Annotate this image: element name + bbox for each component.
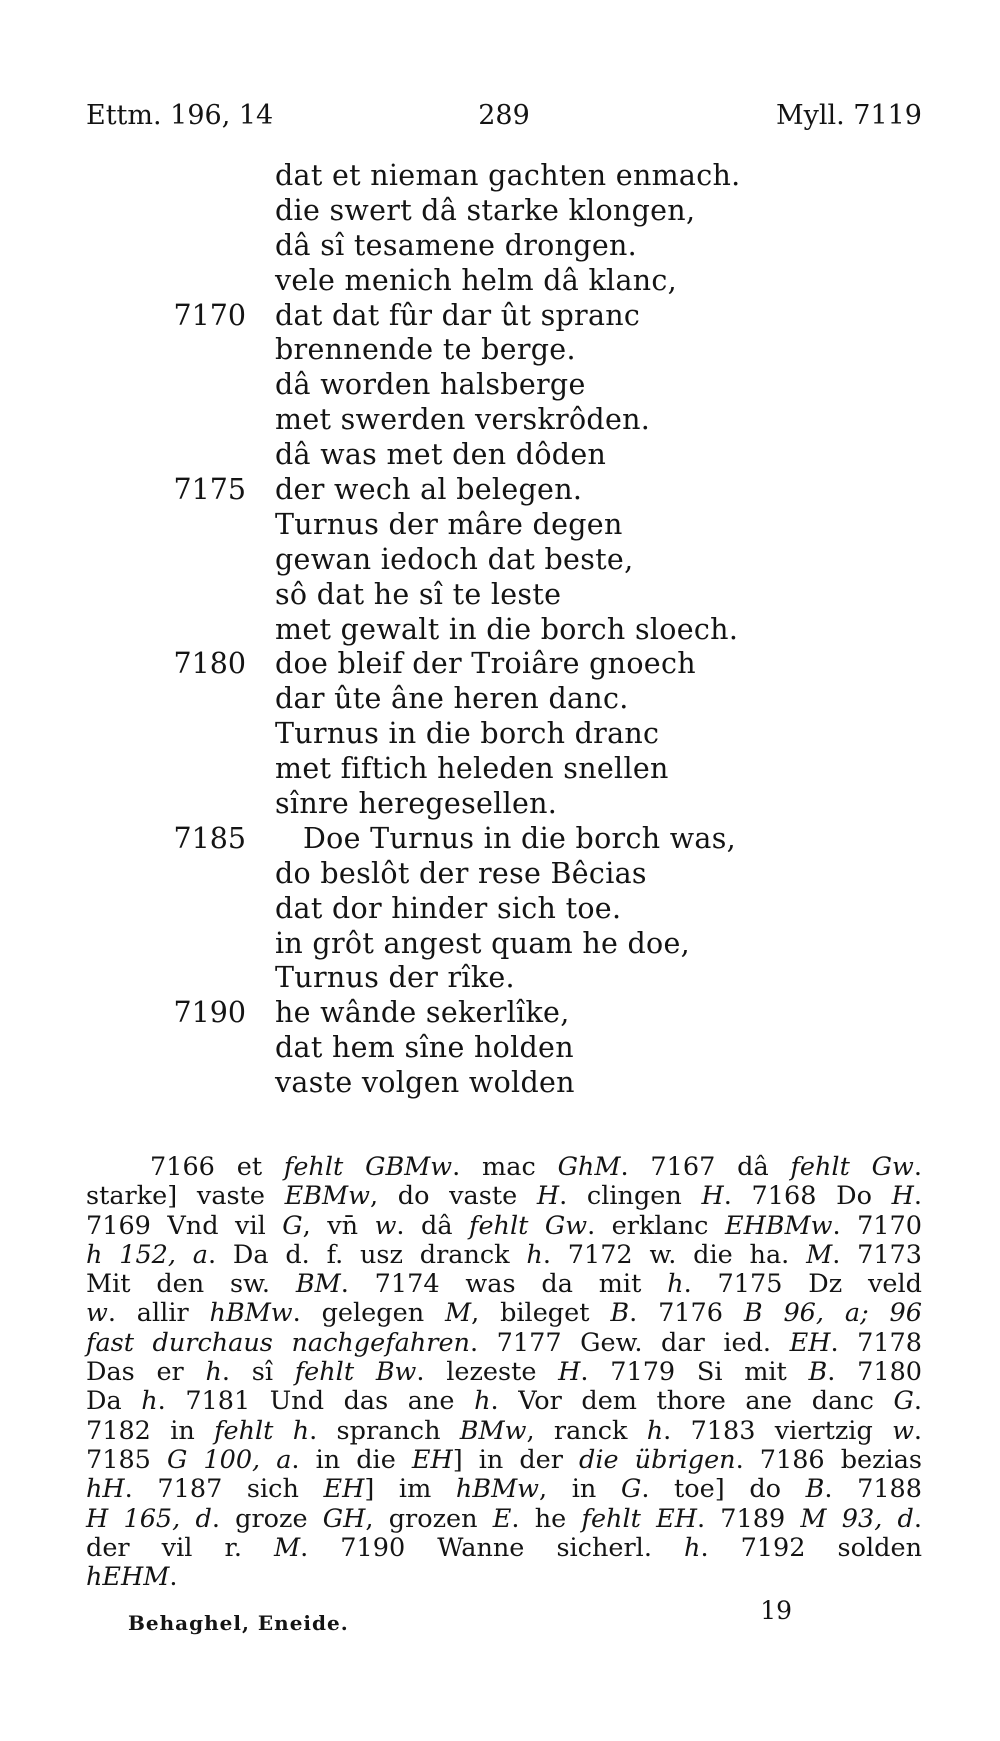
verse-line-text: dâ sî tesamene drongen. <box>275 228 638 262</box>
verse-line-text: dat hem sîne holden <box>275 1031 574 1065</box>
verse-line-text: met swerden verskrôden. <box>275 403 651 437</box>
verse-line <box>0 473 1000 508</box>
verse-line <box>0 194 1000 229</box>
verse-line-number: 7185 <box>173 821 246 855</box>
verse-line <box>0 892 1000 927</box>
verse-line <box>0 1031 1000 1066</box>
verse-line <box>0 647 1000 682</box>
apparatus-line: 7169 Vnd vil G, vn̄ w. dâ fehlt Gw. erklanc EHBMw. 7170 <box>86 1210 922 1241</box>
verse-line-text: brennende te berge. <box>275 333 576 367</box>
apparatus-line: Das er h. sî fehlt Bw. lezeste H. 7179 Si mit B. 7180 <box>86 1357 923 1388</box>
running-head-right: Myll. 7119 <box>775 100 922 131</box>
verse-line <box>0 927 1000 962</box>
verse-line-text: do beslôt der rese Bêcias <box>275 856 647 890</box>
apparatus-line: Da h. 7181 Und das ane h. Vor dem thore ane danc G. <box>86 1386 922 1417</box>
verse-line-text: met fiftich heleden snellen <box>275 752 669 786</box>
page-footer <box>128 1596 792 1636</box>
verse-line-text: met gewalt in die borch sloech. <box>275 612 739 646</box>
verse-line <box>0 787 1000 822</box>
verse-line-text: dar ûte âne heren danc. <box>275 682 629 716</box>
verse-line-text: dat et nieman gachten enmach. <box>275 159 741 192</box>
verse-line-text: dat dat fûr dar ût spranc <box>275 298 641 332</box>
signature-mark: Behaghel, Eneide. <box>128 1611 349 1635</box>
verse-line-text: he wânde sekerlîke, <box>275 996 570 1030</box>
verse-line-number: 7190 <box>173 996 246 1030</box>
verse-line-text: Turnus der rîke. <box>275 961 515 995</box>
verse-line <box>0 996 1000 1031</box>
verse-line <box>0 613 1000 648</box>
verse-line-number: 7175 <box>173 473 246 507</box>
apparatus-line: Mit den sw. BM. 7174 was da mit h. 7175 Dz veld <box>86 1269 922 1300</box>
apparatus-line: H 165, d. groze GH, grozen E. he fehlt EH. 7189 M 93, d. <box>86 1503 922 1534</box>
running-head <box>86 96 922 136</box>
verse-line-text: sînre heregesellen. <box>275 787 558 821</box>
apparatus-line: h 152, a. Da d. f. usz dranck h. 7172 w. die ha. M. 7173 <box>86 1239 922 1270</box>
verse-line <box>0 438 1000 473</box>
verse-line <box>0 368 1000 403</box>
verse-line <box>0 857 1000 892</box>
verse-line <box>0 578 1000 613</box>
verse-line-text: dat dor hinder sich toe. <box>275 891 622 925</box>
verse-line <box>0 822 1000 857</box>
verse-line <box>0 1066 1000 1101</box>
apparatus-line: 7185 G 100, a. in die EH] in der die übrigen. 7186 bezias <box>86 1444 923 1475</box>
apparatus-line: w. allir hBMw. gelegen M, bileget B. 7176 B 96, a; 96 <box>86 1298 922 1329</box>
verse-line-text: gewan iedoch dat beste, <box>275 542 634 576</box>
verse-line <box>0 752 1000 787</box>
verse-line-text: vaste volgen wolden <box>275 1066 575 1100</box>
verse-line <box>0 961 1000 996</box>
apparatus-line: hH. 7187 sich EH] im hBMw, in G. toe] do B. 7188 <box>86 1474 923 1505</box>
verse-line-number: 7180 <box>173 647 246 681</box>
verse-text <box>0 159 1000 1101</box>
verse-line-text: in grôt angest quam he doe, <box>275 926 691 960</box>
verse-line <box>0 543 1000 578</box>
apparatus-line: 7166 et fehlt GBMw. mac GhM. 7167 dâ fehlt Gw. <box>150 1152 922 1182</box>
verse-line <box>0 508 1000 543</box>
verse-line-text: dâ was met den dôden <box>275 438 607 472</box>
verse-line-text: die swert dâ starke klongen, <box>275 193 696 227</box>
verse-line <box>0 159 1000 194</box>
apparatus-line: der vil r. M. 7190 Wanne sicherl. h. 7192 solden <box>86 1532 922 1563</box>
verse-line <box>0 229 1000 264</box>
verse-line <box>0 717 1000 752</box>
apparatus-line: hEHM. <box>86 1562 178 1593</box>
verse-line-text: Doe Turnus in die borch was, <box>303 821 737 855</box>
verse-line-text: doe bleif der Troiâre gnoech <box>275 647 696 681</box>
apparatus-line: 7182 in fehlt h. spranch BMw, ranck h. 7183 viertzig w. <box>86 1415 923 1446</box>
verse-line-text: Turnus der mâre degen <box>275 507 623 541</box>
verse-line <box>0 333 1000 368</box>
verse-line-text: dâ worden halsberge <box>275 368 586 402</box>
verse-line <box>0 299 1000 334</box>
verse-line-number: 7170 <box>173 298 246 332</box>
critical-apparatus <box>86 1153 922 1592</box>
apparatus-line: starke] vaste EBMw, do vaste H. clingen H. 7168 Do H. <box>86 1181 922 1212</box>
verse-line <box>0 264 1000 299</box>
verse-line-text: vele menich helm dâ klanc, <box>275 263 678 297</box>
apparatus-line: fast durchaus nachgefahren. 7177 Gew. dar ied. EH. 7178 <box>86 1327 923 1358</box>
verse-line <box>0 682 1000 717</box>
verse-line-text: Turnus in die borch dranc <box>275 717 660 751</box>
running-head-left: Ettm. 196, 14 <box>86 100 274 131</box>
signature-number: 19 <box>760 1596 792 1625</box>
verse-line <box>0 403 1000 438</box>
page-number: 289 <box>478 100 530 131</box>
verse-line-text: sô dat he sî te leste <box>275 577 562 611</box>
verse-line-text: der wech al belegen. <box>275 473 583 507</box>
